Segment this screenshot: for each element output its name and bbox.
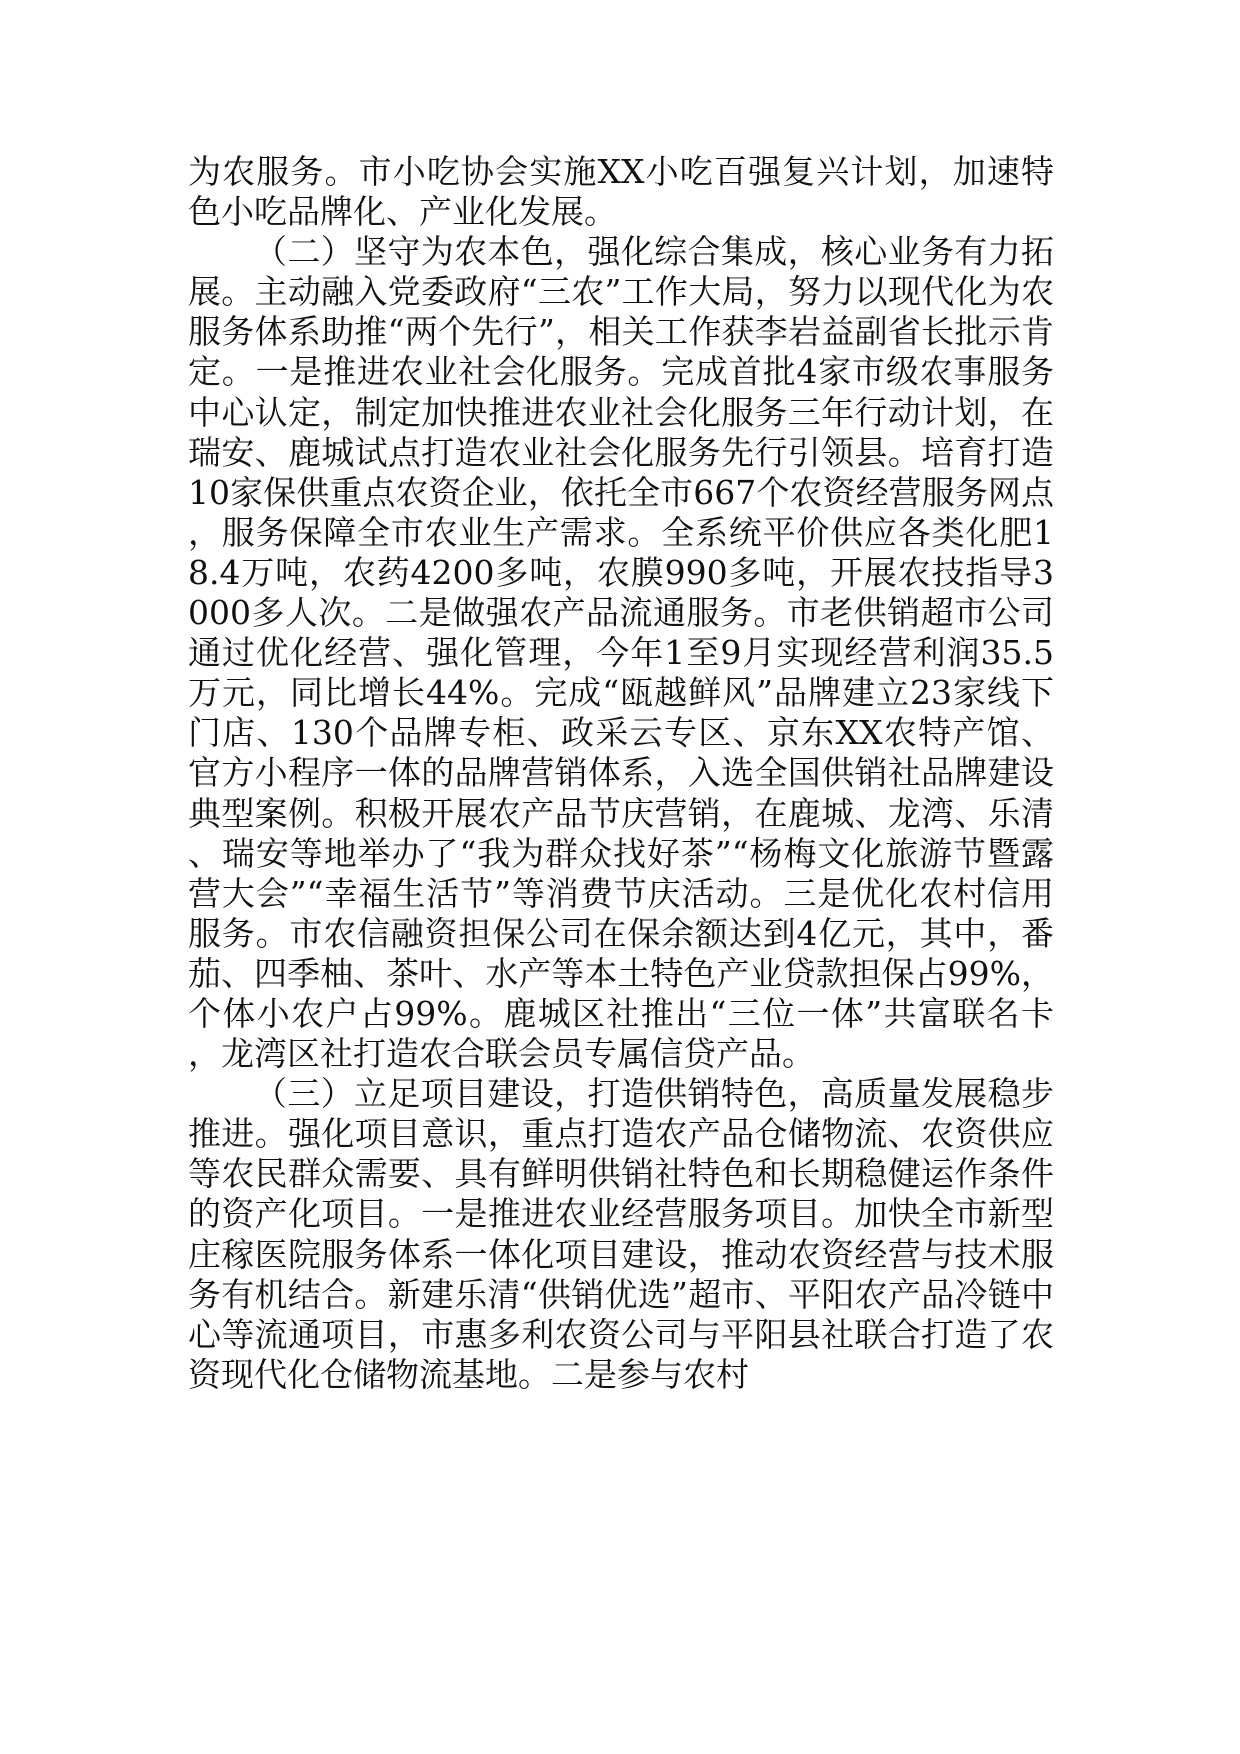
document-page (188, 152, 1054, 1395)
paragraph-2: （二）坚守为农本色，强化综合集成，核心业务有力拓展。主动融入党委政府“三农”工作大局，努力以现代化为农服务体系助推“两个先行”，相关工作获李岩益副省长批示肯定。一是推进农业社会化服务。完成首批4家市级农事服务中心认定，制定加快推进农业社会化服务三年行动计划，在瑞安、鹿城试点打造农业社会化服务先行引领县。培育打造10家保供重点农资企业，依托全市667个农资经营服务网点，服务保障全市农业生产需求。全系统平价供应各类化肥18.4万吨，农药4200多吨，农膜990多吨，开展农技指导3000多人次。二是做强农产品流通服务。市老供销超市公司通过优化经营、强化管理，今年1至9月实现经营利润35.5万元，同比增长44%。完成“瓯越鲜风”品牌建立23家线下门店、130个品牌专柜、政采云专区、京东XX农特产馆、官方小程序一体的品牌营销体系，入选全国供销社品牌建设典型案例。积极开展农产品节庆营销，在鹿城、龙湾、乐清、瑞安等地举办了“我为群众找好茶”“杨梅文化旅游节暨露营大会”“幸福生活节”等消费节庆活动。三是优化农村信用服务。市农信融资担保公司在保余额达到4亿元，其中，番茄、四季柚、茶叶、水产等本土特色产业贷款担保占99%，个体小农户占99%。鹿城区社推出“三位一体”共富联名卡，龙湾区社打造农合联会员专属信贷产品。 (188, 232, 1054, 1074)
paragraph-3: （三）立足项目建设，打造供销特色，高质量发展稳步推进。强化项目意识，重点打造农产品仓储物流、农资供应等农民群众需要、具有鲜明供销社特色和长期稳健运作条件的资产化项目。一是推进农业经营服务项目。加快全市新型庄稼医院服务体系一体化项目建设，推动农资经营与技术服务有机结合。新建乐清“供销优选”超市、平阳农产品冷链中心等流通项目，市惠多利农资公司与平阳县社联合打造了农资现代化仓储物流基地。二是参与农村 (188, 1074, 1054, 1394)
paragraph-1: 为农服务。市小吃协会实施XX小吃百强复兴计划，加速特色小吃品牌化、产业化发展。 (188, 152, 1054, 232)
